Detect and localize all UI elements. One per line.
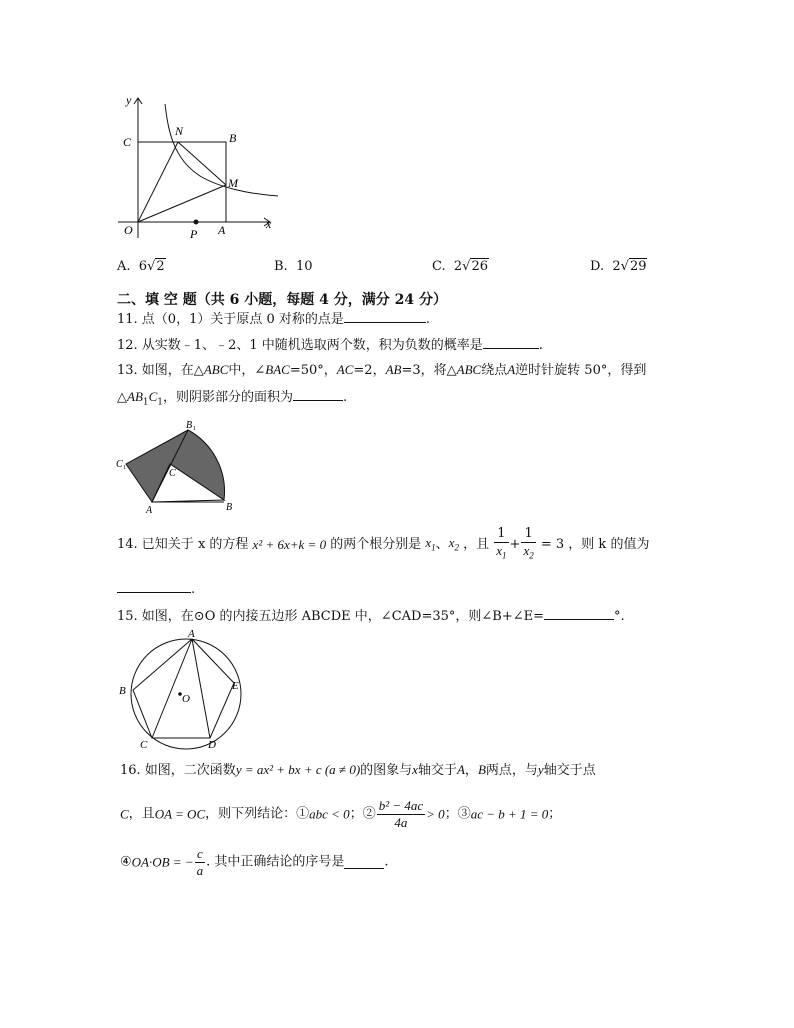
- section-title: 二、填 空 题（共 6 小题，每题 4 分，满分 24 分）: [117, 292, 447, 308]
- label-D: D: [208, 739, 216, 751]
- segment-AC: [152, 639, 192, 738]
- question-14-answer: .: [117, 580, 195, 598]
- hyperbola-curve: [165, 104, 278, 196]
- pentagon-figure: [112, 628, 252, 752]
- label-B: B: [229, 131, 237, 145]
- question-16-line3: ④OA·OB = − $\frac{c}{a}$ . 其中正确结论的序号是 .: [120, 846, 389, 878]
- label-B: B: [226, 502, 233, 513]
- coordinate-figure: [110, 88, 285, 248]
- option-c: C. 2√26: [432, 259, 489, 274]
- question-16-line1: 16. 如图，二次函数y = ax² + bx + c (a ≠ 0)的图象与x轴交于A，B两点，与y轴交于点: [120, 762, 596, 778]
- option-d: D. 2√29: [590, 259, 647, 274]
- label-P: P: [190, 227, 198, 241]
- question-15: 15. 如图，在⊙O 的内接五边形 ABCDE 中，∠CAD=35°，则∠B+∠E= °.: [117, 609, 625, 624]
- label-C: C: [169, 468, 176, 479]
- label-C1-sub: 1: [123, 465, 126, 471]
- label-A: A: [218, 223, 226, 237]
- label-C: C: [123, 135, 132, 149]
- question-13-line1: 13. 如图，在△ABC中，∠BAC=50°，AC=2，AB=3，将△ABC绕点A逆时针旋转 50°，得到: [117, 362, 647, 378]
- label-C1: C: [116, 459, 123, 470]
- label-N: N: [175, 124, 184, 138]
- label-x: x: [266, 217, 272, 231]
- label-B1: B: [186, 420, 193, 431]
- label-O: O: [182, 693, 190, 705]
- label-A: A: [146, 505, 153, 514]
- segment-ON: [138, 142, 178, 222]
- question-12: 12. 从实数﹣1、﹣2、1 中随机选取两个数，积为负数的概率是 .: [117, 338, 543, 353]
- label-E: E: [232, 680, 239, 692]
- point-P: [194, 220, 199, 225]
- question-16-line2: C，且OA = OC，则下列结论：①abc < 0；② $\frac{\text{b² − 4ac}}{4a}$ > 0；③ac − b + 1 = 0；: [120, 798, 562, 830]
- segment-OM: [138, 185, 226, 222]
- label-C: C: [140, 739, 148, 751]
- label-O: O: [124, 223, 133, 237]
- rotation-figure: [112, 418, 242, 514]
- label-B1-sub: 1: [193, 426, 196, 432]
- label-M: M: [228, 176, 238, 190]
- label-A: A: [188, 628, 195, 640]
- segment-AD: [192, 639, 210, 738]
- question-11: 11. 点（0，1）关于原点 0 对称的点是 .: [117, 312, 431, 327]
- label-B: B: [119, 685, 126, 697]
- label-y: y: [126, 93, 132, 107]
- question-14: 14. 已知关于 x 的方程 x² + 6x+k = 0 的两个根分别是 $x_1$、$x_2$ ，且 $\frac{1}{x_1}$ + $\frac{1}{x_2}$ = 3 ，则 k 的值为: [117, 526, 650, 561]
- option-a: A. 6√2: [117, 259, 165, 274]
- question-13-line2: $\triangle AB_1C_1$，则阴影部分的面积为 .: [117, 389, 348, 408]
- option-b: B. 10: [274, 259, 313, 274]
